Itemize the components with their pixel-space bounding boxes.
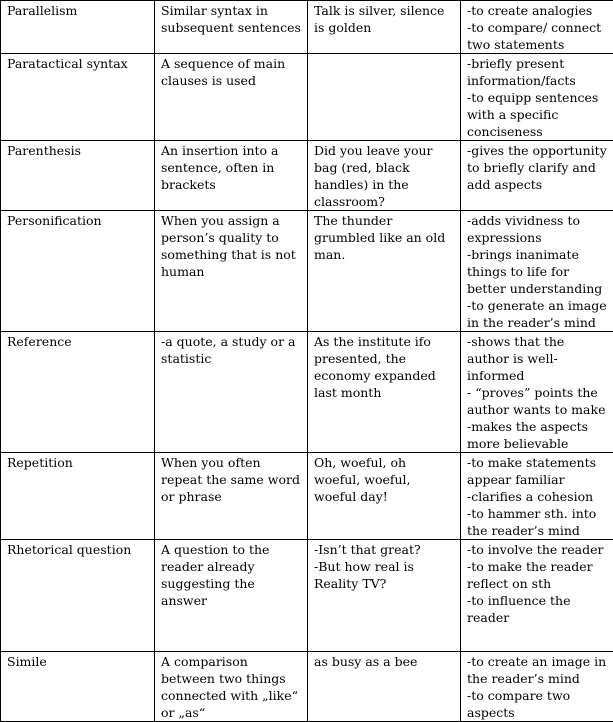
- definition-line: A question to the reader already suggesting the answer: [161, 541, 301, 609]
- definition-cell: [155, 652, 308, 722]
- example-line: Talk is silver, silence is golden: [314, 2, 454, 36]
- table-row: [1, 332, 613, 453]
- effect-line: -brings inanimate things to life for better understanding: [467, 246, 607, 297]
- effect-line: - “proves” points the author wants to make: [467, 384, 607, 418]
- effect-line: -adds vividness to expressions: [467, 212, 607, 246]
- example-line: Oh, woeful, oh woeful, woeful, woeful day!: [314, 454, 454, 505]
- example-cell: [308, 141, 461, 211]
- effect-line: -clarifies a cohesion: [467, 488, 607, 505]
- definition-line: When you assign a person’s quality to something that is not human: [161, 212, 301, 280]
- device-name-cell: [1, 332, 155, 453]
- example-cell: [308, 211, 461, 332]
- effect-line: -to compare/ connect two statements: [467, 19, 607, 53]
- example-cell: [308, 540, 461, 652]
- definition-line: Similar syntax in subsequent sentences: [161, 2, 301, 36]
- device-name-cell: [1, 453, 155, 540]
- effect-line: -to create an image in the reader’s mind: [467, 653, 607, 687]
- effect-line: -to involve the reader: [467, 541, 607, 558]
- effect-line: -makes the aspects more believable: [467, 418, 607, 452]
- device-name: Parallelism: [7, 3, 77, 18]
- definition-cell: [155, 540, 308, 652]
- table-row: [1, 211, 613, 332]
- definition-cell: [155, 54, 308, 141]
- definition-line: A comparison between two things connected with „like“ or „as“: [161, 653, 301, 721]
- effect-cell: [461, 652, 613, 722]
- table-body: [1, 1, 613, 722]
- effect-cell: [461, 211, 613, 332]
- definition-line: -a quote, a study or a statistic: [161, 333, 301, 367]
- example-cell: [308, 54, 461, 141]
- effect-cell: [461, 453, 613, 540]
- device-name: Repetition: [7, 455, 73, 470]
- effect-cell: [461, 540, 613, 652]
- device-name-cell: [1, 540, 155, 652]
- definition-cell: [155, 1, 308, 54]
- example-line: as busy as a bee: [314, 653, 454, 670]
- device-name: Rhetorical question: [7, 542, 131, 557]
- effect-line: -to compare two aspects: [467, 687, 607, 721]
- effect-line: -to equipp sentences with a specific conciseness: [467, 89, 607, 140]
- example-line: -Isn’t that great?: [314, 541, 454, 558]
- example-cell: [308, 332, 461, 453]
- effect-line: -to make the reader reflect on sth: [467, 558, 607, 592]
- example-line: As the institute ifo presented, the economy expanded last month: [314, 333, 454, 401]
- effect-line: -to generate an image in the reader’s mind: [467, 297, 607, 331]
- example-cell: [308, 453, 461, 540]
- effect-cell: [461, 54, 613, 141]
- effect-cell: [461, 141, 613, 211]
- example-cell: [308, 1, 461, 54]
- device-name: Paratactical syntax: [7, 56, 128, 71]
- device-name-cell: [1, 54, 155, 141]
- example-line: The thunder grumbled like an old man.: [314, 212, 454, 263]
- definition-cell: [155, 332, 308, 453]
- example-line: -But how real is Reality TV?: [314, 558, 454, 592]
- effect-line: -to hammer sth. into the reader’s mind: [467, 505, 607, 539]
- definition-line: An insertion into a sentence, often in brackets: [161, 142, 301, 193]
- table-row: [1, 54, 613, 141]
- device-name: Personification: [7, 213, 102, 228]
- effect-line: -gives the opportunity to briefly clarify and add aspects: [467, 142, 607, 193]
- device-name-cell: [1, 1, 155, 54]
- device-name-cell: [1, 141, 155, 211]
- effect-line: -shows that the author is well-informed: [467, 333, 607, 384]
- device-name: Simile: [7, 654, 47, 669]
- effect-line: -briefly present information/facts: [467, 55, 607, 89]
- device-name: Parenthesis: [7, 143, 81, 158]
- effect-cell: [461, 1, 613, 54]
- effect-line: -to make statements appear familiar: [467, 454, 607, 488]
- effect-line: -to create analogies: [467, 2, 607, 19]
- definition-line: A sequence of main clauses is used: [161, 55, 301, 89]
- example-line: Did you leave your bag (red, black handles) in the classroom?: [314, 142, 454, 210]
- definition-line: When you often repeat the same word or phrase: [161, 454, 301, 505]
- effect-cell: [461, 332, 613, 453]
- device-name: Reference: [7, 334, 72, 349]
- effect-line: -to influence the reader: [467, 592, 607, 626]
- example-cell: [308, 652, 461, 722]
- definition-cell: [155, 141, 308, 211]
- definition-cell: [155, 453, 308, 540]
- table-row: [1, 453, 613, 540]
- device-name-cell: [1, 652, 155, 722]
- device-name-cell: [1, 211, 155, 332]
- definition-cell: [155, 211, 308, 332]
- table-row: [1, 652, 613, 722]
- table-row: [1, 1, 613, 54]
- table-row: [1, 141, 613, 211]
- table-row: [1, 540, 613, 652]
